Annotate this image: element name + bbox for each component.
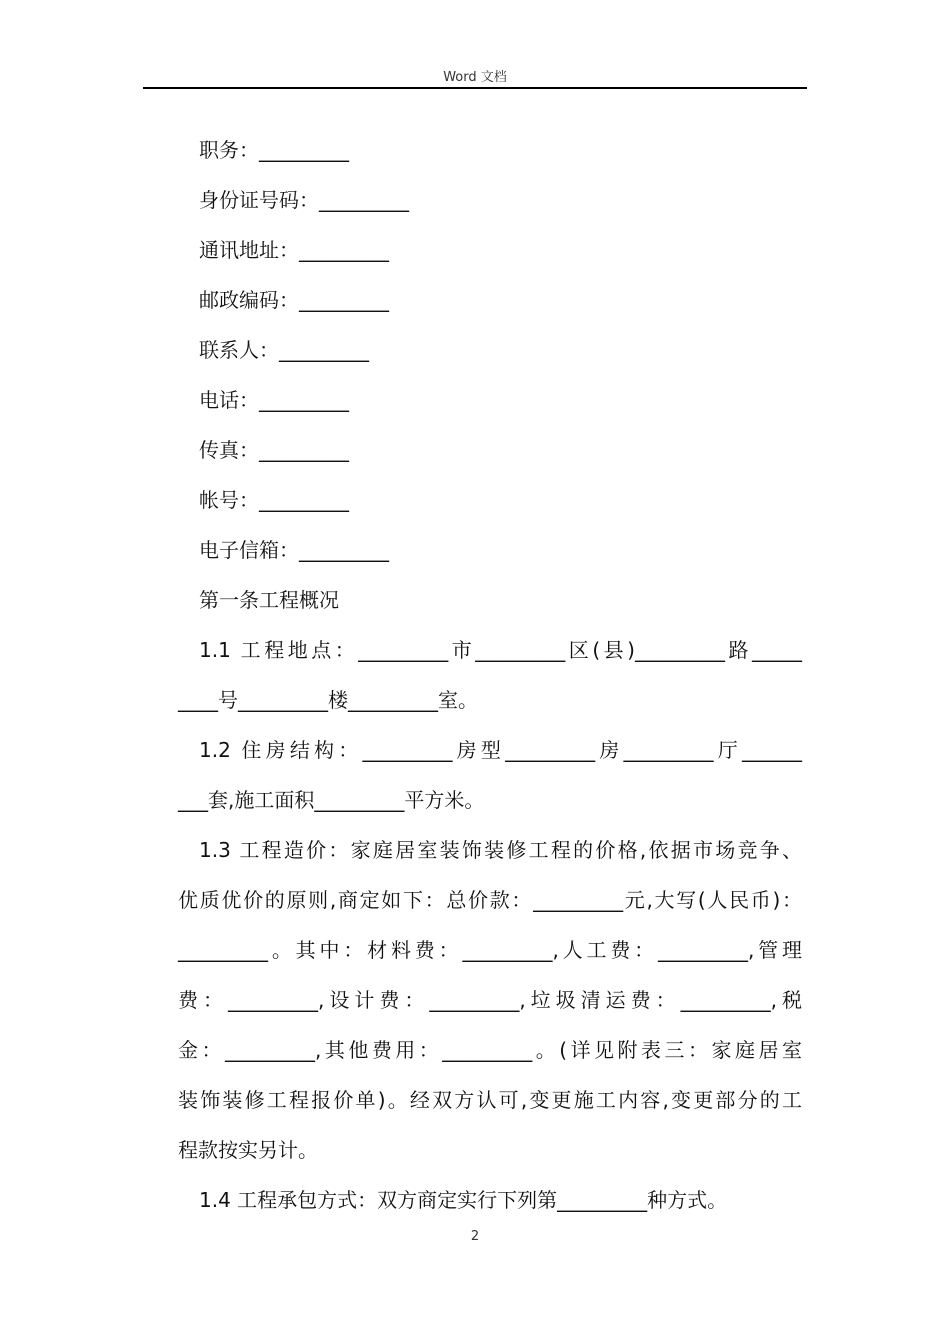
clause-1-3-line: 金：_________,其他费用：_________。(详见附表三：家庭居室 xyxy=(178,1038,802,1062)
field-id-number: 身份证号码：_________ xyxy=(199,188,409,212)
clause-1-3-line: 装饰装修工程报价单)。经双方认可,变更施工内容,变更部分的工 xyxy=(178,1088,802,1112)
clause-1-3-line: 优质优价的原则,商定如下：总价款：_________元,大写(人民币)： xyxy=(178,888,802,912)
page-header: Word 文档 xyxy=(443,70,507,85)
field-position: 职务：_________ xyxy=(199,138,349,162)
field-account: 帐号：_________ xyxy=(199,488,349,512)
clause-1-3-line: 1.3 工程造价：家庭居室装饰装修工程的价格,依据市场竞争、 xyxy=(199,838,802,862)
clause-1-3-line: 程款按实另计。 xyxy=(178,1138,318,1162)
field-email: 电子信箱：_________ xyxy=(199,538,389,562)
field-fax: 传真：_________ xyxy=(199,438,349,462)
clause-1-2-line: 1.2 住房结构：_________房型_________房_________厅______ xyxy=(199,738,802,762)
field-postal-code: 邮政编码：_________ xyxy=(199,288,389,312)
header-divider xyxy=(143,87,807,89)
clause-1-1-line: ____号_________楼_________室。 xyxy=(178,688,478,712)
clause-1-2-line: ___套,施工面积_________平方米。 xyxy=(178,788,485,812)
field-contact-person: 联系人：_________ xyxy=(199,338,369,362)
field-address: 通讯地址：_________ xyxy=(199,238,389,262)
article-heading: 第一条工程概况 xyxy=(199,588,339,612)
clause-1-1-line: 1.1 工程地点：_________市_________区(县)_________路_____ xyxy=(199,638,802,662)
clause-1-3-line: 费：_________,设计费：_________,垃圾清运费：_________,税 xyxy=(178,988,802,1012)
field-phone: 电话：_________ xyxy=(199,388,349,412)
clause-1-4-line: 1.4 工程承包方式：双方商定实行下列第_________种方式。 xyxy=(199,1188,728,1212)
page-number: 2 xyxy=(470,1229,480,1244)
clause-1-3-line: _________。其中：材料费：_________,人工费：_________,管理 xyxy=(178,938,802,962)
